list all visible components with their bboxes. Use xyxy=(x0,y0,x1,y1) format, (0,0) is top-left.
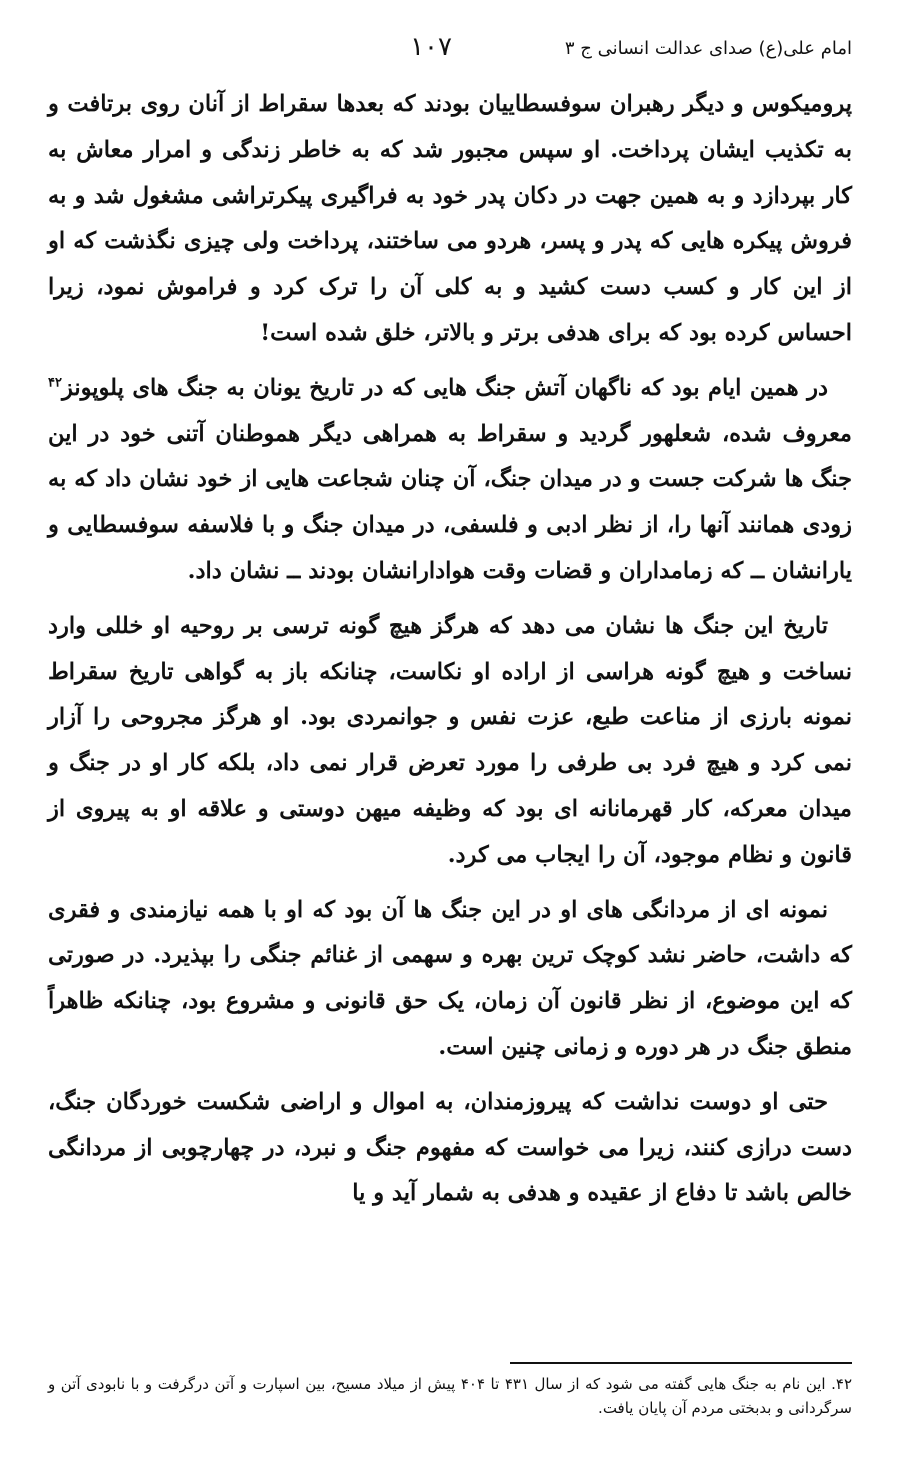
paragraph-2-part-1: در همین ایام بود که ناگهان آتش جنگ هایی که در تاریخ یونان به جنگ های پلوپونز xyxy=(61,374,828,401)
footnote: ۴۲. این نام به جنگ هایی گفته می شود که از سال ۴۳۱ تا ۴۰۴ پیش از میلاد مسیح، بین اسپارت و آتن درگرفت و با نابودی آتن و سرگردانی و بدبختی مردم آن پایان یافت. xyxy=(48,1375,853,1417)
paragraph-3: تاریخ این جنگ ها نشان می دهد که هرگز هیچ گونه ترسی بر روحیه او خللی وارد نساخت و هیچ گونه هراسی از اراده او نکاست، چنانکه باز به گواهی تاریخ سقراط نمونه بارزی از مناعت طبع، عزت نفس و جوانمردی بود. او هرگز مجروحی را آزار نمی کرد و هیچ فرد بی طرفی را مورد تعرض قرار نمی داد، بلکه کار او در جنگ و میدان معرکه، کار قهرمانانه ای بود که وظیفه میهن دوستی و علاقه او به پیروی از قانون و نظام موجود، آن را ایجاب می کرد. xyxy=(48,612,852,868)
paragraph-5: حتی او دوست نداشت که پیروزمندان، به اموال و اراضی شکست خوردگان جنگ، دست درازی کنند، زیرا می خواست که مفهوم جنگ و نبرد، در چهارچوبی از مردانگی خالص باشد تا دفاع از عقیده و هدفی به شمار آید و یا xyxy=(48,1088,852,1207)
footnote-reference: ۴۲ xyxy=(48,375,62,391)
footnote-divider xyxy=(510,1362,852,1364)
running-title: امام علی(ع) صدای عدالت انسانی ج ۳ xyxy=(564,38,852,59)
paragraph-2 xyxy=(48,366,852,595)
paragraph-2-part-2: معروف شده، شعلهور گردید و سقراط به همراهی دیگر هموطنان آتنی خود در این جنگ ها شرکت جست و در میدان جنگ، آن چنان شجاعت هایی از خود نشان داد که به زودی همانند آنها را، از نظر ادبی و فلسفی، در میدان جنگ و با فلاسفه سوفسطایی و یارانشان ــ که زمامداران و قضات وقت هوادارانشان بودند ــ نشان داد. xyxy=(48,420,852,584)
page-header xyxy=(48,30,852,70)
main-text xyxy=(48,82,852,1226)
paragraph-4: نمونه ای از مردانگی های او در این جنگ ها آن بود که او با همه نیازمندی و فقری که داشت، حاضر نشد کوچک ترین بهره و سهمی از غنائم جنگی را بپذیرد. در صورتی که این موضوع، از نظر قانون آن زمان، یک حق قانونی و مشروع بود، چنانکه ظاهراً منطق جنگ در هر دوره و زمانی چنین است. xyxy=(48,896,852,1060)
paragraph-1: پرومیکوس و دیگر رهبران سوفسطاییان بودند که بعدها سقراط از آنان روی برتافت و به تکذیب ایشان پرداخت. او سپس مجبور شد که به خاطر زندگی و امرار معاش به کار بپردازد و به همین جهت در دکان پدر خود به فراگیری پیکرتراشی مشغول شد و به فروش پیکره هایی که پدر و پسر، هردو می ساختند، پرداخت ولی چیزی نگذشت که او از این کار و کسب دست کشید و به کلی آن را ترک کرد و فراموش نمود، زیرا احساس کرده بود که برای هدفی برتر و بالاتر، خلق شده است! xyxy=(48,91,852,346)
page-number: ۱۰۷ xyxy=(410,32,452,62)
